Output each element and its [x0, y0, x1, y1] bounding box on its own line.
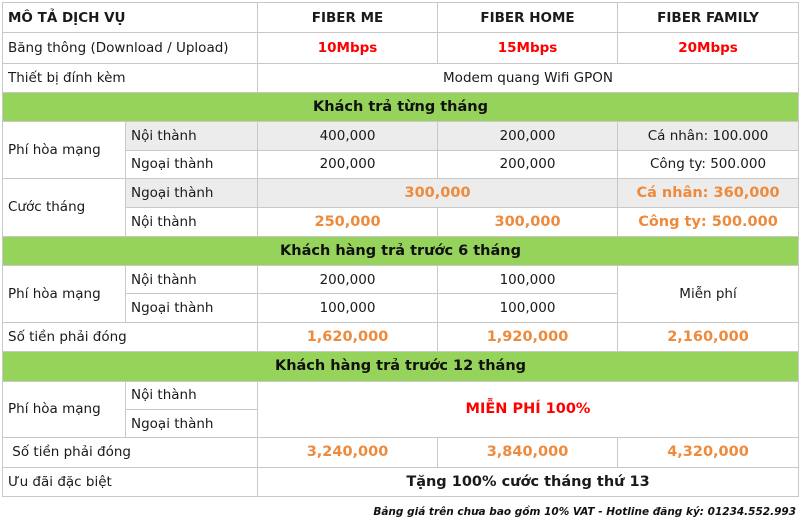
prepay6-fee-family: Miễn phí: [618, 266, 799, 323]
prepay6-fee-inner-me: 200,000: [258, 266, 438, 294]
device-value: Modem quang Wifi GPON: [258, 63, 799, 92]
prepay6-total-family: 2,160,000: [618, 322, 799, 351]
prepay12-fee-outer-label: Ngoại thành: [126, 409, 258, 437]
prepay12-fee-inner-row: [3, 381, 799, 409]
header-service: MÔ TẢ DỊCH VỤ: [3, 3, 258, 33]
section-prepay-12-title: Khách hàng trả trước 12 tháng: [3, 352, 799, 381]
monthly-fee-outer-me: 200,000: [258, 150, 438, 178]
section-prepay-6-title: Khách hàng trả trước 6 tháng: [3, 236, 799, 265]
prepay6-fee-inner-row: [3, 266, 799, 294]
prepay6-total-home: 1,920,000: [438, 322, 618, 351]
prepay6-total-row: [3, 322, 799, 351]
header-row: [3, 3, 799, 33]
price-table: [2, 2, 799, 497]
monthly-fee-outer-home: 200,000: [438, 150, 618, 178]
monthly-charge-inner-home: 300,000: [438, 208, 618, 236]
monthly-charge-outer-row: [3, 179, 799, 208]
device-row: [3, 63, 799, 92]
section-monthly-title: Khách trả từng tháng: [3, 93, 799, 122]
header-fiber-home: FIBER HOME: [438, 3, 618, 33]
monthly-charge-outer-family: Cá nhân: 360,000: [618, 179, 799, 208]
monthly-fee-inner-label: Nội thành: [126, 122, 258, 150]
prepay12-total-label: Số tiền phải đóng: [3, 438, 258, 467]
monthly-charge-inner-family: Công ty: 500.000: [618, 208, 799, 236]
prepay6-fee-outer-label: Ngoại thành: [126, 294, 258, 322]
special-value: Tặng 100% cước tháng thứ 13: [258, 467, 799, 496]
device-label: Thiết bị đính kèm: [3, 63, 258, 92]
prepay12-fee-free: MIỄN PHÍ 100%: [258, 381, 799, 438]
bandwidth-row: [3, 33, 799, 63]
monthly-fee-inner-me: 400,000: [258, 122, 438, 150]
bandwidth-label: Băng thông (Download / Upload): [3, 33, 258, 63]
prepay12-total-me: 3,240,000: [258, 438, 438, 467]
prepay6-total-label: Số tiền phải đóng: [3, 322, 258, 351]
monthly-fee-inner-family: Cá nhân: 100.000: [618, 122, 799, 150]
monthly-fee-inner-row: [3, 122, 799, 150]
prepay12-fee-label: Phí hòa mạng: [3, 381, 126, 438]
prepay12-total-family: 4,320,000: [618, 438, 799, 467]
prepay6-fee-outer-me: 100,000: [258, 294, 438, 322]
monthly-charge-outer-me-home: 300,000: [258, 179, 618, 208]
prepay12-total-row: [3, 438, 799, 467]
prepay6-fee-outer-home: 100,000: [438, 294, 618, 322]
monthly-charge-inner-label: Nội thành: [126, 208, 258, 236]
monthly-charge-label: Cước tháng: [3, 179, 126, 237]
footer-note: Bảng giá trên chưa bao gồm 10% VAT - Hotline đăng ký: 01234.552.993: [373, 506, 796, 518]
bandwidth-home: 15Mbps: [438, 33, 618, 63]
monthly-fee-outer-label: Ngoại thành: [126, 150, 258, 178]
prepay12-fee-inner-label: Nội thành: [126, 381, 258, 409]
bandwidth-family: 20Mbps: [618, 33, 799, 63]
section-monthly: [3, 93, 799, 122]
prepay6-fee-label: Phí hòa mạng: [3, 266, 126, 323]
monthly-charge-inner-me: 250,000: [258, 208, 438, 236]
header-fiber-me: FIBER ME: [258, 3, 438, 33]
prepay6-total-me: 1,620,000: [258, 322, 438, 351]
prepay12-total-home: 3,840,000: [438, 438, 618, 467]
bandwidth-me: 10Mbps: [258, 33, 438, 63]
monthly-fee-label: Phí hòa mạng: [3, 122, 126, 179]
special-label: Ưu đãi đặc biệt: [3, 467, 258, 496]
special-row: [3, 467, 799, 496]
monthly-fee-outer-family: Công ty: 500.000: [618, 150, 799, 178]
section-prepay-12: [3, 352, 799, 381]
prepay6-fee-inner-label: Nội thành: [126, 266, 258, 294]
header-fiber-family: FIBER FAMILY: [618, 3, 799, 33]
prepay6-fee-inner-home: 100,000: [438, 266, 618, 294]
monthly-fee-inner-home: 200,000: [438, 122, 618, 150]
monthly-charge-outer-label: Ngoại thành: [126, 179, 258, 208]
section-prepay-6: [3, 236, 799, 265]
